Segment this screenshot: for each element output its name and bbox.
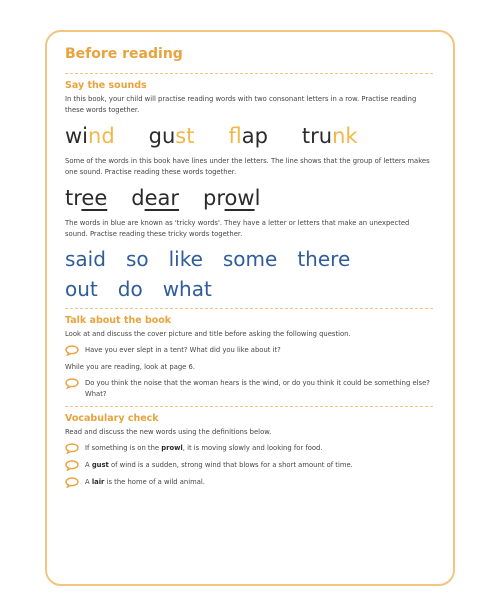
speech-bubble-icon (65, 345, 79, 356)
during-reading-note: While you are reading, look at page 6. (65, 363, 196, 371)
word-flap: flap (228, 124, 268, 148)
divider (65, 308, 433, 309)
tricky-word: what (162, 277, 212, 301)
vocab-item (65, 460, 433, 471)
tricky-word: do (117, 277, 143, 301)
question-item (65, 345, 433, 356)
consonant-words-row (65, 121, 433, 151)
question-text: Do you think the noise that the woman hears is the wind, or do you think it could be something else? What? (85, 379, 430, 398)
tricky-words-row-1 (65, 244, 433, 274)
vocab-item (65, 477, 433, 488)
speech-bubble-icon (65, 477, 79, 488)
underlined-words-row (65, 183, 433, 213)
tricky-word: there (297, 247, 351, 271)
word-wind: wind (65, 124, 115, 148)
speech-bubble-icon (65, 460, 79, 471)
speech-bubble-icon (65, 378, 79, 389)
talk-intro: Look at and discuss the cover picture and title before asking the following question. (65, 330, 351, 338)
word-dear: dear (131, 186, 180, 210)
vocab-definition: If something is on the prowl, it is moving slowly and looking for food. (85, 444, 323, 452)
vocab-definition: A lair is the home of a wild animal. (85, 478, 205, 486)
say-sounds-intro: In this book, your child will practise reading words with two consonant letters in a row. Practise reading these words together. (65, 95, 417, 114)
before-reading-card (45, 30, 455, 586)
tricky-words-row-2 (65, 274, 433, 304)
vocab-intro: Read and discuss the new words using the definitions below. (65, 428, 272, 436)
tricky-words (65, 244, 433, 304)
word-tree: tree (65, 186, 108, 210)
tricky-word: like (168, 247, 203, 271)
lines-note: Some of the words in this book have lines under the letters. The line shows that the group of letters makes one sound. Practise reading these words together. (65, 157, 430, 176)
tricky-note: The words in blue are known as 'tricky words'. They have a letter or letters that make an unexpected sound. Practise reading these tricky words together. (65, 219, 410, 238)
divider (65, 73, 433, 74)
divider (65, 406, 433, 407)
vocab-heading: Vocabulary check (65, 413, 159, 424)
question-item (65, 378, 433, 400)
say-sounds-heading: Say the sounds (65, 80, 147, 91)
talk-heading: Talk about the book (65, 315, 172, 326)
word-gust: gust (148, 124, 195, 148)
word-trunk: trunk (301, 124, 358, 148)
question-text: Have you ever slept in a tent? What did you like about it? (85, 346, 281, 354)
tricky-word: said (65, 247, 106, 271)
tricky-word: so (125, 247, 149, 271)
vocab-definition: A gust of wind is a sudden, strong wind that blows for a short amount of time. (85, 461, 353, 469)
page-title: Before reading (65, 46, 183, 62)
speech-bubble-icon (65, 443, 79, 454)
tricky-word: out (65, 277, 98, 301)
tricky-word: some (222, 247, 278, 271)
vocab-item (65, 443, 433, 454)
word-prowl: prowl (203, 186, 261, 210)
